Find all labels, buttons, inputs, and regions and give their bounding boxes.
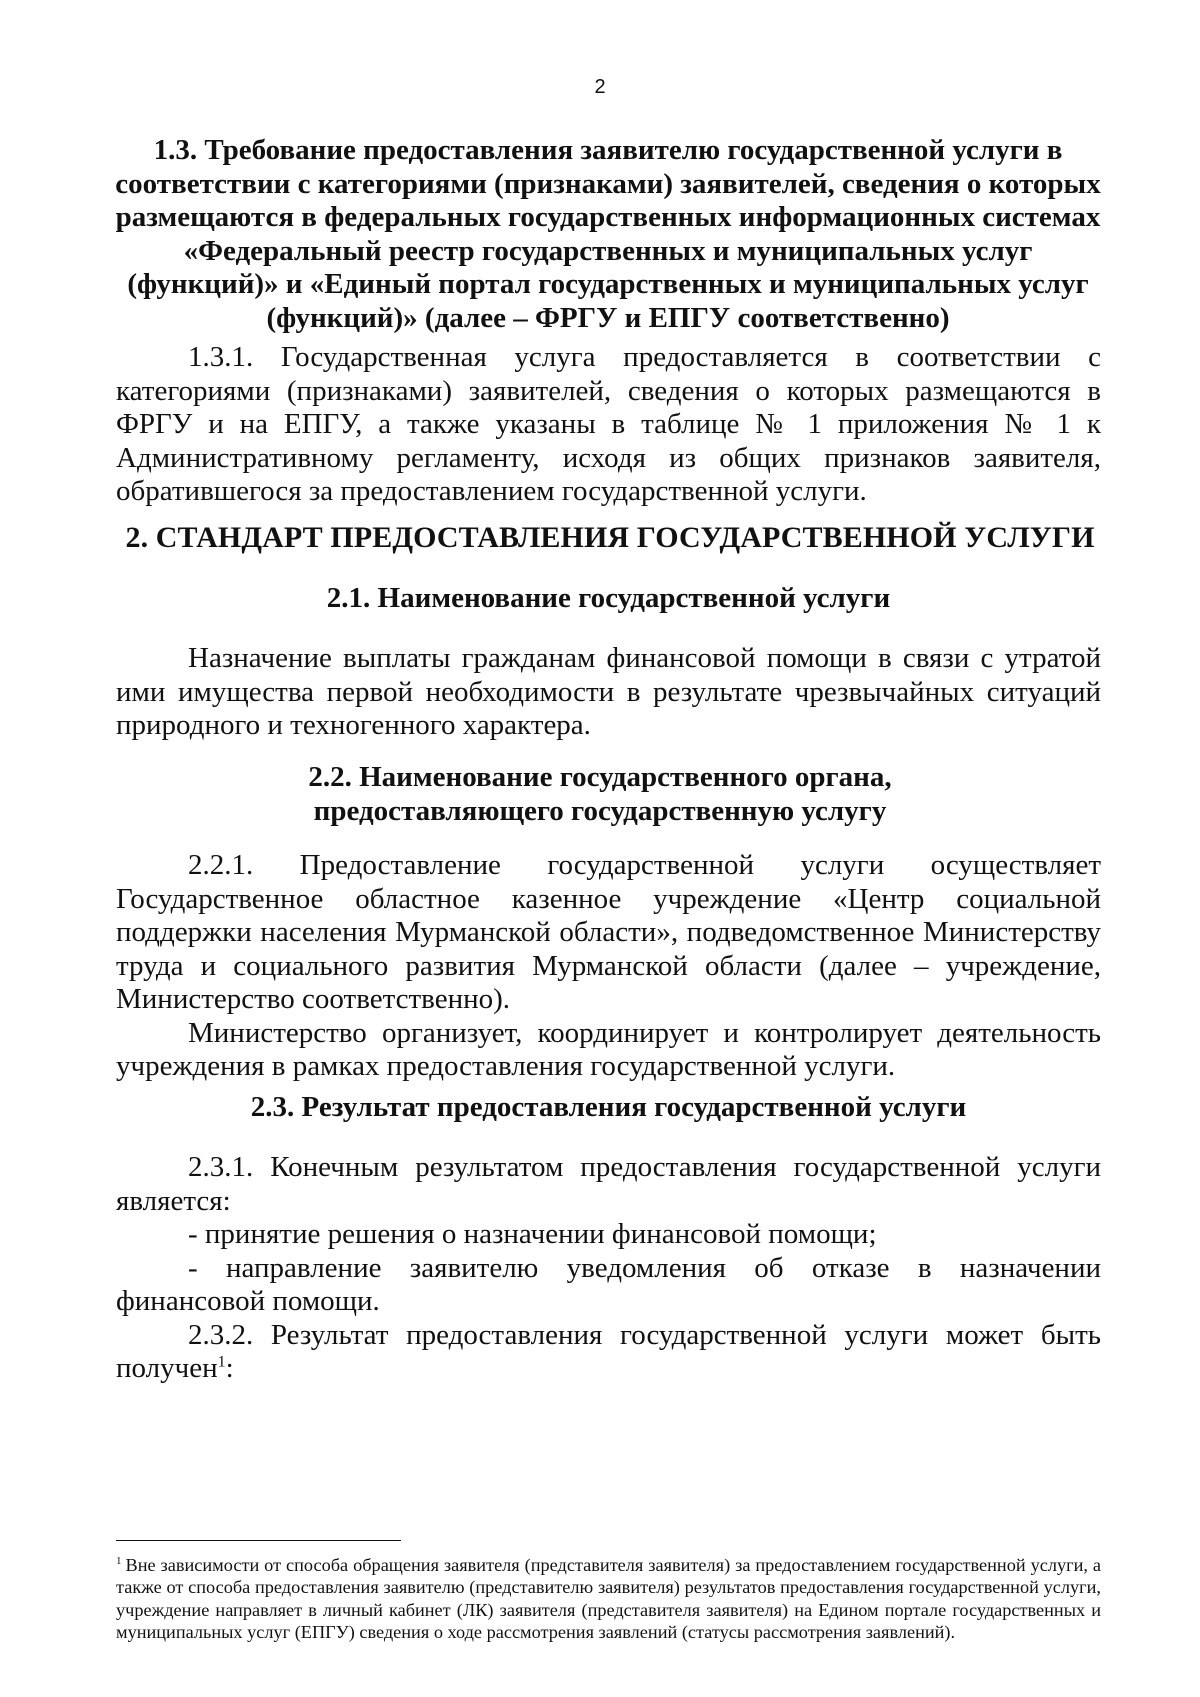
section-2 bbox=[110, 521, 1110, 555]
list-item-decision: - принятие решения о назначении финансовой помощи; bbox=[188, 1218, 877, 1250]
paragraph-ministry: Министерство организует, координирует и контролирует деятельность учреждения в рамках предоставления государственной услуги. bbox=[116, 1016, 1101, 1082]
section-2-heading: 2. СТАНДАРТ ПРЕДОСТАВЛЕНИЯ ГОСУДАРСТВЕННОЙ УСЛУГИ bbox=[125, 521, 1095, 554]
footnote-reference: 1 bbox=[217, 1353, 226, 1371]
footnote-marker: 1 bbox=[116, 1554, 122, 1567]
section-2-2-heading: 2.2. Наименование государственного органа, предоставляющего государственную услугу bbox=[308, 761, 892, 827]
paragraph-2-3-2 bbox=[116, 1319, 1101, 1386]
section-2-1-text-block bbox=[116, 642, 1101, 743]
footnote-text: Вне зависимости от способа обращения заявителя (представителя заявителя) за предоставлением государственной услуги, а также от способа предоставления заявителю (представителю заявителя) результатов предоставления государственной услуги, учреждение направляет в личный кабинет (ЛК) заявителя (представителя заявителя) на Едином портале государственных и муниципальных услуг (ЕПГУ) сведения о ходе рассмотрения заявлений (статусы рассмотрения заявлений). bbox=[116, 1555, 1101, 1643]
section-2-1-text: Назначение выплаты гражданам финансовой помощи в связи с утратой ими имущества первой необходимости в результате чрезвычайных ситуаций природного и техногенного характера. bbox=[116, 642, 1101, 741]
section-1-3-heading: 1.3. Требование предоставления заявителю государственной услуги в соответствии с категориями (признаками) заявителей, сведения о которых размещаются в федеральных государственных информационных системах «Федеральный реестр государственных и муниципальных услуг (функций)» и «Единый портал государственных и муниципальных услуг (функций)» (далее – ФРГУ и ЕПГУ соответственно) bbox=[115, 134, 1101, 334]
section-2-2-body bbox=[116, 849, 1101, 1084]
section-2-3-heading: 2.3. Результат предоставления государственной услуги bbox=[250, 1091, 967, 1123]
paragraph-1-3-1: 1.3.1. Государственная услуга предоставляется в соответствии с категориями (признаками) заявителей, сведения о которых размещаются в ФРГУ и на ЕПГУ, а также указаны в таблице № 1 приложения № 1 к Административному регламенту, исходя из общих признаков заявителя, обратившегося за предоставлением государственной услуги. bbox=[116, 341, 1101, 507]
paragraph-1-3-1-block bbox=[116, 341, 1101, 509]
footnote bbox=[116, 1554, 1101, 1644]
section-2-2 bbox=[240, 761, 960, 828]
list-item-refusal: - направление заявителю уведомления об отказе в назначении финансовой помощи. bbox=[116, 1251, 1101, 1317]
section-2-3-body bbox=[116, 1151, 1101, 1386]
section-2-1 bbox=[116, 582, 1101, 616]
paragraph-2-3-2-text: 2.3.2. Результат предоставления государственной услуги может быть получен bbox=[116, 1318, 1101, 1384]
paragraph-2-3-1: 2.3.1. Конечным результатом предоставления государственной услуги является: bbox=[116, 1151, 1101, 1217]
section-2-3 bbox=[116, 1091, 1101, 1125]
section-2-1-heading: 2.1. Наименование государственной услуги bbox=[326, 582, 891, 614]
page-number: 2 bbox=[594, 76, 606, 98]
section-1-3 bbox=[112, 134, 1104, 335]
paragraph-2-2-1: 2.2.1. Предоставление государственной услуги осуществляет Государственное областное казенное учреждение «Центр социальной поддержки населения Мурманской области», подведомственное Министерству труда и социального развития Мурманской области (далее – учреждение, Министерство соответственно). bbox=[116, 849, 1101, 1015]
paragraph-2-3-2-colon: : bbox=[225, 1352, 234, 1384]
footnote-separator bbox=[116, 1540, 401, 1541]
